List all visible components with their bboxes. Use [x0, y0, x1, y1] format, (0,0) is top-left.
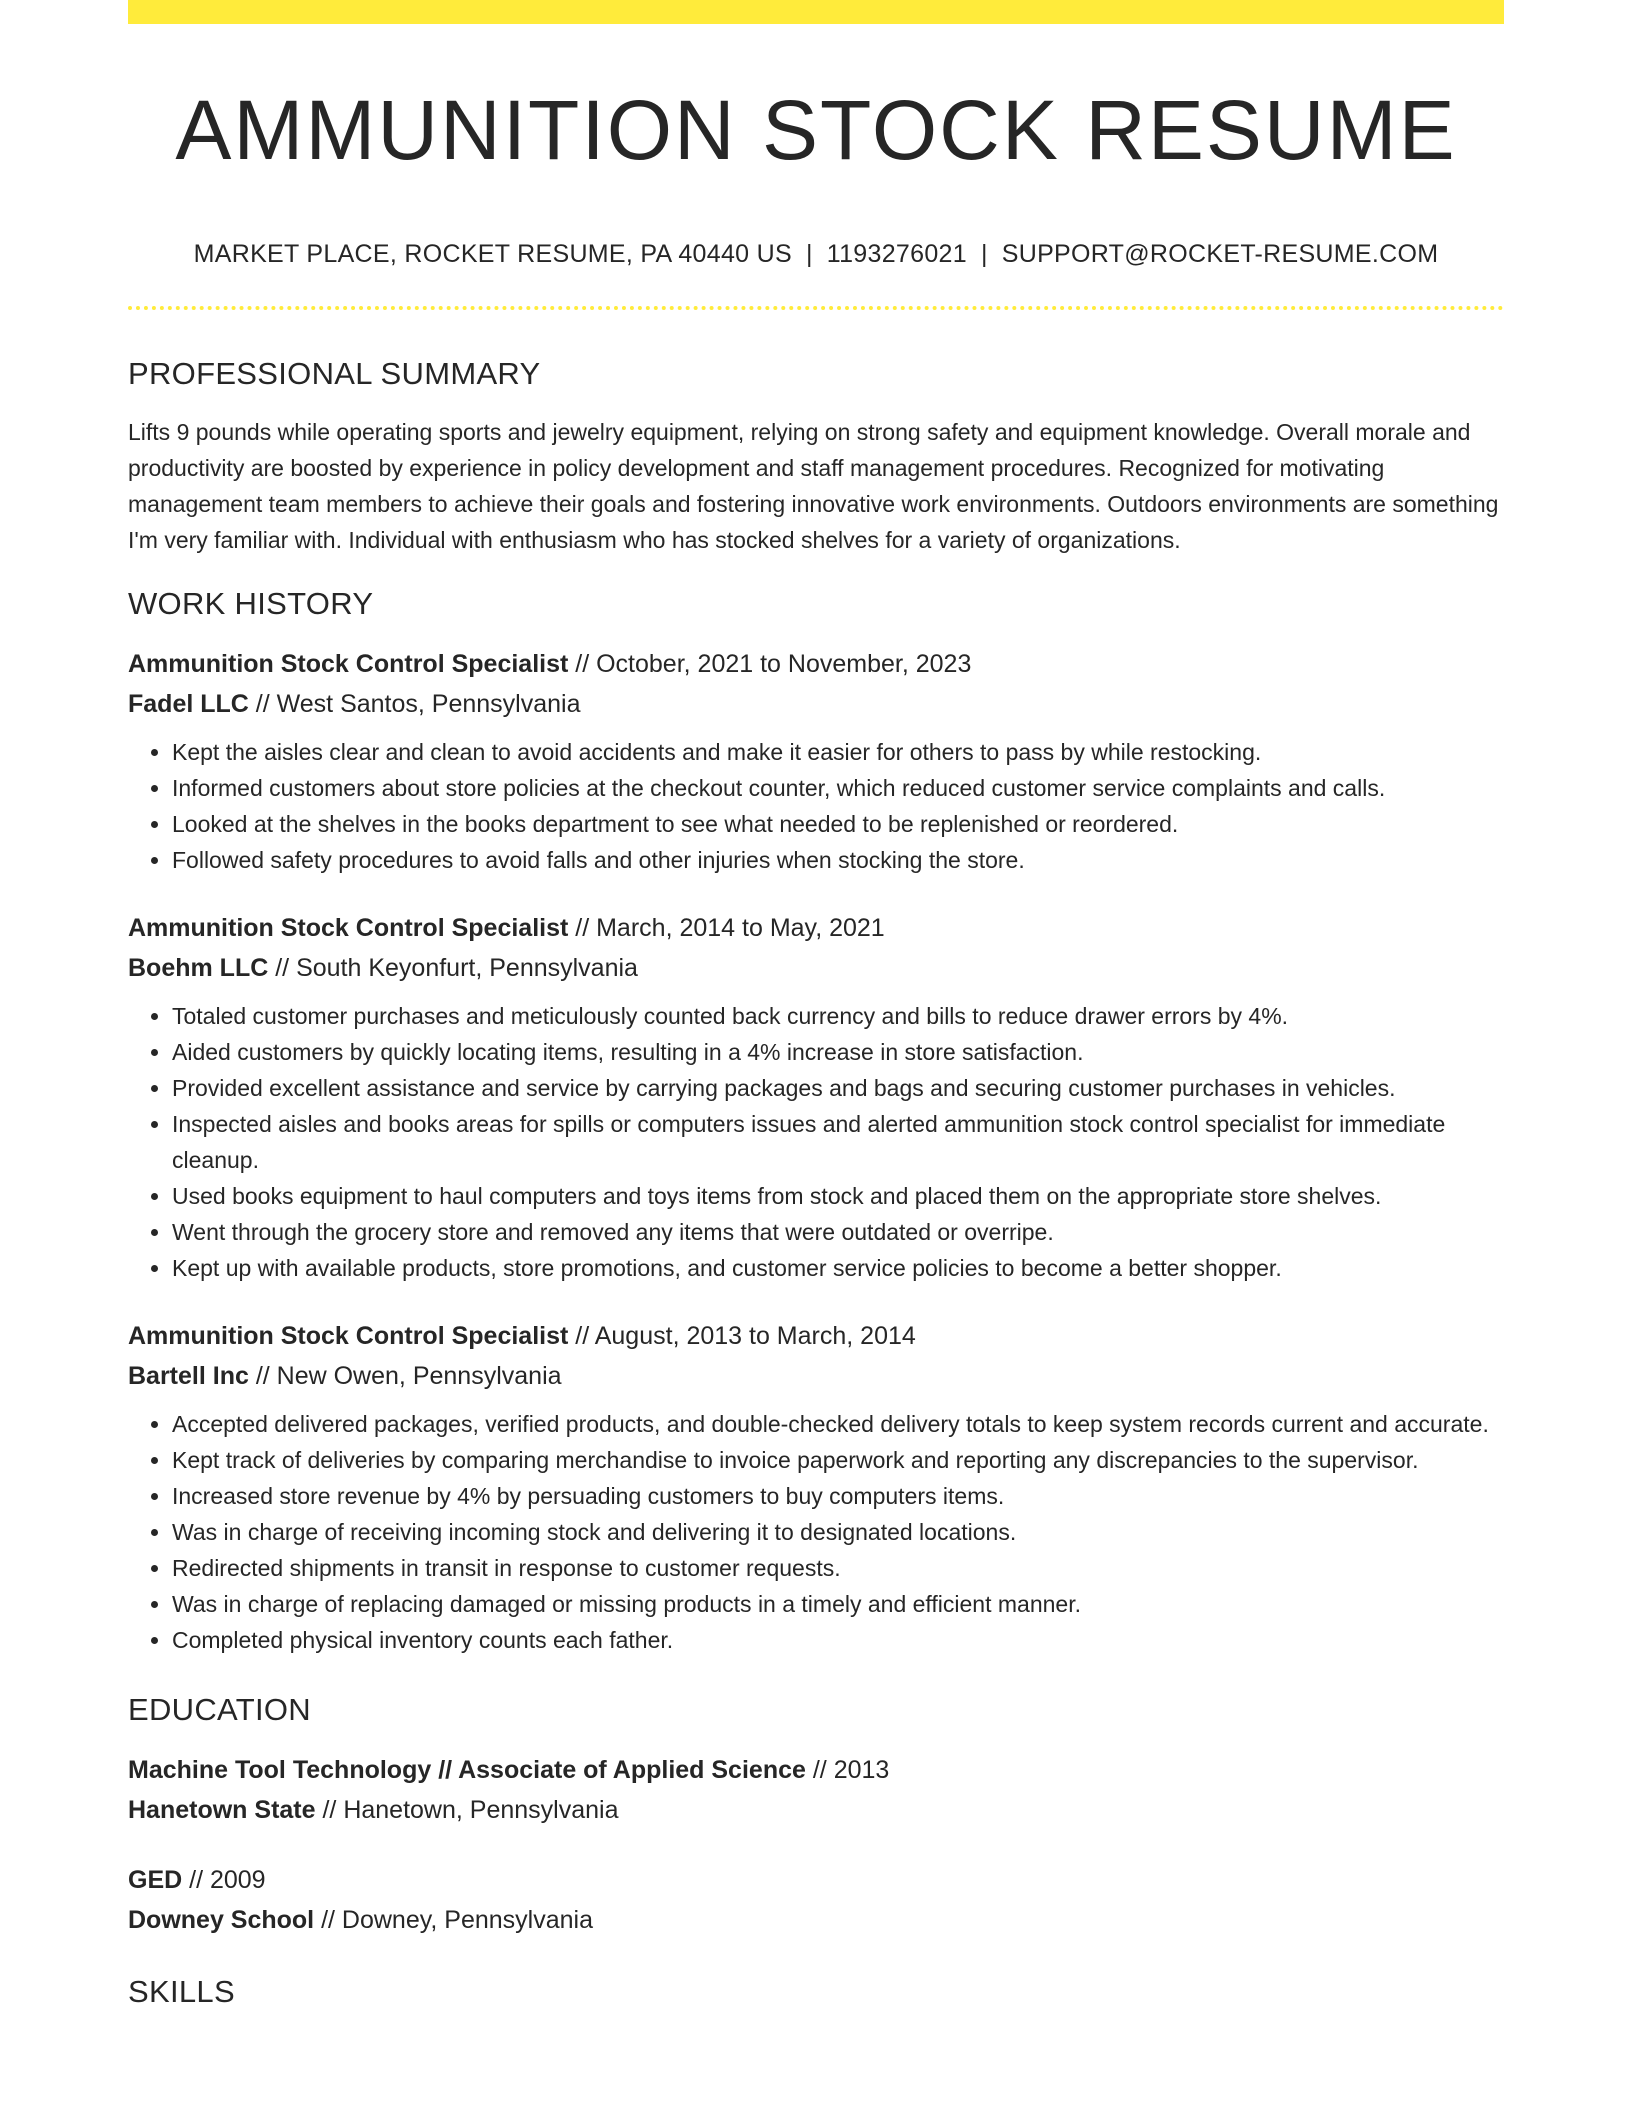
job-company-line — [128, 684, 1504, 724]
summary-text: Lifts 9 pounds while operating sports and jewelry equipment, relying on strong safety and equipment knowledge. Overall morale and productivity are boosted by experience in policy development and staff management procedures. Recognized for motivating management team members to achieve their goals and fostering innovative work environments. Outdoors environments are something I'm very familiar with. Individual with enthusiasm who has stocked shelves for a variety of organizations. — [128, 419, 1499, 553]
section-heading: EDUCATION — [128, 1692, 311, 1727]
job-title-line — [128, 908, 1504, 948]
job-bullet: • Followed safety procedures to avoid falls and other injuries when stocking the store. — [172, 842, 1504, 878]
job-bullet: • Went through the grocery store and removed any items that were outdated or overripe. — [172, 1214, 1504, 1250]
education-list — [128, 1750, 1504, 1940]
job-location: // South Keyonfurt, Pennsylvania — [268, 954, 638, 982]
job-bullet: • Completed physical inventory counts each father. — [172, 1622, 1504, 1658]
job-bullet: • Aided customers by quickly locating items, resulting in a 4% increase in store satisfaction. — [172, 1034, 1504, 1070]
job-bullet: • Accepted delivered packages, verified products, and double-checked delivery totals to keep system records current and accurate. — [172, 1406, 1504, 1442]
dotted-divider — [128, 306, 1504, 310]
job-title-line — [128, 644, 1504, 684]
job-location: // West Santos, Pennsylvania — [248, 690, 581, 718]
degree: Machine Tool Technology // Associate of Applied Science — [128, 1756, 806, 1784]
resume-title: AMMUNITION STOCK RESUME — [175, 83, 1457, 177]
contact-email: SUPPORT@ROCKET-RESUME.COM — [1001, 240, 1439, 268]
job-bullet: • Used books equipment to haul computers and toys items from stock and placed them on the appropriate store shelves. — [172, 1178, 1504, 1214]
section-heading: WORK HISTORY — [128, 586, 374, 621]
job-title: Ammunition Stock Control Specialist — [128, 1322, 569, 1350]
job-entry — [128, 644, 1504, 878]
education-entry — [128, 1750, 1504, 1830]
resume-body — [128, 352, 1504, 2032]
contact-address: MARKET PLACE, ROCKET RESUME, PA 40440 US — [193, 240, 792, 268]
job-bullet: • Increased store revenue by 4% by persuading customers to buy computers items. — [172, 1478, 1504, 1514]
job-bullet: • Kept up with available products, store promotions, and customer service policies to become a better shopper. — [172, 1250, 1504, 1286]
contact-separator: | — [805, 240, 813, 268]
job-title: Ammunition Stock Control Specialist — [128, 914, 569, 942]
education-entry — [128, 1860, 1504, 1940]
job-company-line — [128, 948, 1504, 988]
job-dates: // October, 2021 to November, 2023 — [568, 650, 972, 678]
school-line — [128, 1790, 1504, 1830]
job-bullets — [128, 1406, 1504, 1658]
education-section — [128, 1688, 1504, 1940]
job-bullets — [128, 998, 1504, 1286]
job-dates: // August, 2013 to March, 2014 — [568, 1322, 916, 1350]
summary-section — [128, 352, 1504, 558]
job-dates: // March, 2014 to May, 2021 — [568, 914, 885, 942]
school-line — [128, 1900, 1504, 1940]
job-company: Bartell Inc — [128, 1362, 249, 1390]
contact-phone: 1193276021 — [826, 240, 967, 268]
job-company: Fadel LLC — [128, 690, 249, 718]
degree: GED — [128, 1866, 183, 1894]
job-bullet: • Informed customers about store policies at the checkout counter, which reduced customer service complaints and calls. — [172, 770, 1504, 806]
section-heading: PROFESSIONAL SUMMARY — [128, 356, 541, 391]
degree-year: // 2013 — [805, 1756, 890, 1784]
job-bullets — [128, 734, 1504, 878]
job-bullet: • Kept track of deliveries by comparing merchandise to invoice paperwork and reporting any discrepancies to the supervisor. — [172, 1442, 1504, 1478]
section-heading: SKILLS — [128, 1974, 235, 2009]
job-bullet: • Provided excellent assistance and service by carrying packages and bags and securing customer purchases in vehicles. — [172, 1070, 1504, 1106]
job-bullet: • Inspected aisles and books areas for spills or computers issues and alerted ammunition stock control specialist for immediate cleanup. — [172, 1106, 1504, 1178]
school: Downey School — [128, 1906, 315, 1934]
job-entry — [128, 1316, 1504, 1658]
job-bullet: • Totaled customer purchases and meticulously counted back currency and bills to reduce drawer errors by 4%. — [172, 998, 1504, 1034]
job-title: Ammunition Stock Control Specialist — [128, 650, 569, 678]
job-bullet: • Looked at the shelves in the books department to see what needed to be replenished or reordered. — [172, 806, 1504, 842]
degree-line — [128, 1860, 1504, 1900]
job-bullet: • Was in charge of receiving incoming stock and delivering it to designated locations. — [172, 1514, 1504, 1550]
degree-line — [128, 1750, 1504, 1790]
work-history-section — [128, 582, 1504, 1658]
skills-section — [128, 1970, 1504, 2014]
job-list — [128, 644, 1504, 1658]
contact-line — [128, 236, 1504, 272]
job-bullet: • Was in charge of replacing damaged or missing products in a timely and efficient manner. — [172, 1586, 1504, 1622]
school-location: // Hanetown, Pennsylvania — [315, 1796, 619, 1824]
job-bullet: • Redirected shipments in transit in response to customer requests. — [172, 1550, 1504, 1586]
accent-bar — [128, 0, 1504, 24]
degree-year: // 2009 — [182, 1866, 266, 1894]
job-bullet: • Kept the aisles clear and clean to avoid accidents and make it easier for others to pass by while restocking. — [172, 734, 1504, 770]
job-title-line — [128, 1316, 1504, 1356]
job-entry — [128, 908, 1504, 1286]
job-location: // New Owen, Pennsylvania — [248, 1362, 562, 1390]
job-company: Boehm LLC — [128, 954, 269, 982]
job-company-line — [128, 1356, 1504, 1396]
school-location: // Downey, Pennsylvania — [314, 1906, 593, 1934]
school: Hanetown State — [128, 1796, 316, 1824]
contact-separator: | — [980, 240, 988, 268]
